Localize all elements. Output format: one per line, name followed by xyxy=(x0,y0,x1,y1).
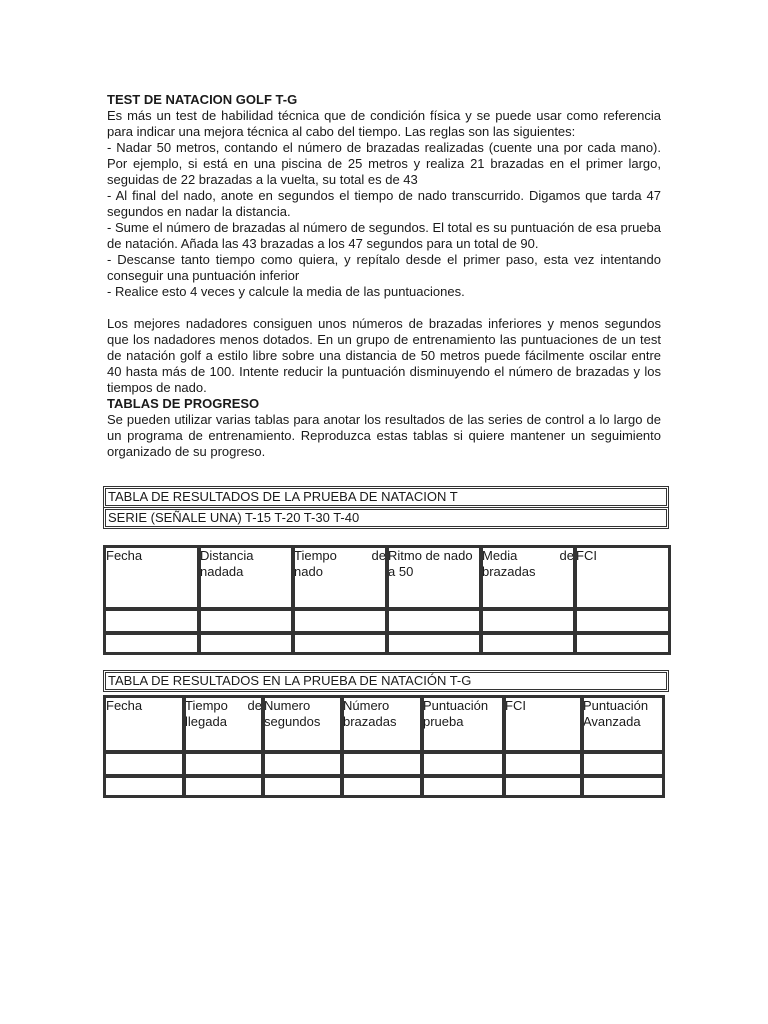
header-cell: Distancia nadada xyxy=(199,547,293,609)
data-cell[interactable] xyxy=(504,752,582,776)
data-cell[interactable] xyxy=(293,633,387,653)
rule-item-3: - Sume el número de brazadas al número de segundos. El total es su puntuación de esa prueba de natación. Añada las 43 brazadas a los 47 segundos para un total de 90. xyxy=(107,220,661,251)
data-cell[interactable] xyxy=(422,752,504,776)
data-cell[interactable] xyxy=(387,633,481,653)
data-cell[interactable] xyxy=(184,776,263,796)
header-cell: Fecha xyxy=(105,697,184,752)
header-cell: Numero segundos xyxy=(263,697,342,752)
rule-item-1: - Nadar 50 metros, contando el número de brazadas realizadas (cuente una por cada mano). Por ejemplo, si está en una piscina de 25 metros y realiza 21 brazadas en el primer largo, seguidas de 22 brazadas a la vuelta, su total es de 43 xyxy=(107,140,661,187)
paragraph-gap xyxy=(107,300,661,316)
document-title: TEST DE NATACION GOLF T-G xyxy=(107,92,298,107)
data-cell[interactable] xyxy=(263,776,342,796)
data-cell[interactable] xyxy=(582,752,663,776)
data-cell[interactable] xyxy=(199,609,293,633)
header-cell: Tiempo de nado xyxy=(293,547,387,609)
intro-paragraph: Es más un test de habilidad técnica que de condición física y se puede usar como referencia para indicar una mejora técnica al cabo del tiempo. Las reglas son las siguientes: xyxy=(107,108,661,139)
data-cell[interactable] xyxy=(342,776,422,796)
data-cell[interactable] xyxy=(481,633,575,653)
data-cell[interactable] xyxy=(105,752,184,776)
header-cell: Ritmo de nado a 50 xyxy=(387,547,481,609)
header-cell: FCI xyxy=(575,547,669,609)
data-cell[interactable] xyxy=(199,633,293,653)
header-cell: Fecha xyxy=(105,547,199,609)
table-row xyxy=(105,633,669,653)
data-cell[interactable] xyxy=(387,609,481,633)
data-cell[interactable] xyxy=(105,776,184,796)
table-row xyxy=(105,776,663,796)
table1-caption xyxy=(103,486,669,508)
table2-caption-text: TABLA DE RESULTADOS EN LA PRUEBA DE NATACIÓN T-G xyxy=(108,673,472,688)
results-table-tg xyxy=(103,695,665,798)
section-title: TABLAS DE PROGRESO xyxy=(107,396,260,411)
table-row xyxy=(105,752,663,776)
tables-paragraph: Se pueden utilizar varias tablas para anotar los resultados de las series de control a lo largo de un programa de entrenamiento. Reproduzca estas tablas si quiere mantener un seguimiento organizado de su progreso. xyxy=(107,412,661,459)
data-cell[interactable] xyxy=(481,609,575,633)
data-cell[interactable] xyxy=(504,776,582,796)
document-body xyxy=(107,92,661,460)
data-cell[interactable] xyxy=(575,633,669,653)
data-cell[interactable] xyxy=(105,609,199,633)
data-cell[interactable] xyxy=(582,776,663,796)
data-cell[interactable] xyxy=(342,752,422,776)
header-cell: Puntuación prueba xyxy=(422,697,504,752)
header-cell: Tiempo de llegada xyxy=(184,697,263,752)
header-cell: Número brazadas xyxy=(342,697,422,752)
table2-caption xyxy=(103,670,669,692)
data-cell[interactable] xyxy=(422,776,504,796)
results-table-t xyxy=(103,545,671,655)
data-cell[interactable] xyxy=(105,633,199,653)
rule-item-4: - Descanse tanto tiempo como quiera, y repítalo desde el primer paso, esta vez intentando conseguir una puntuación inferior xyxy=(107,252,661,283)
rule-item-5: - Realice esto 4 veces y calcule la media de las puntuaciones. xyxy=(107,284,465,299)
rule-item-2: - Al final del nado, anote en segundos el tiempo de nado transcurrido. Digamos que tarda 47 segundos en nadar la distancia. xyxy=(107,188,661,219)
data-cell[interactable] xyxy=(575,609,669,633)
header-cell: Puntuación Avanzada xyxy=(582,697,663,752)
table1-serie xyxy=(103,507,669,529)
data-cell[interactable] xyxy=(263,752,342,776)
table1-caption-text: TABLA DE RESULTADOS DE LA PRUEBA DE NATACION T xyxy=(108,489,458,504)
data-cell[interactable] xyxy=(293,609,387,633)
table-row xyxy=(105,609,669,633)
table-header-row xyxy=(105,697,663,752)
data-cell[interactable] xyxy=(184,752,263,776)
swimmers-paragraph: Los mejores nadadores consiguen unos números de brazadas inferiores y menos segundos que los nadadores menos dotados. En un grupo de entrenamiento las puntuaciones de un test de natación golf a estilo libre sobre una distancia de 50 metros puede fácilmente oscilar entre 40 hasta más de 100. Intente reducir la puntuación disminuyendo el número de brazadas y los tiempos de nado. xyxy=(107,316,661,395)
header-cell: Media de brazadas xyxy=(481,547,575,609)
header-cell: FCI xyxy=(504,697,582,752)
table1-serie-text: SERIE (SEÑALE UNA) T-15 T-20 T-30 T-40 xyxy=(108,510,360,525)
table-header-row xyxy=(105,547,669,609)
